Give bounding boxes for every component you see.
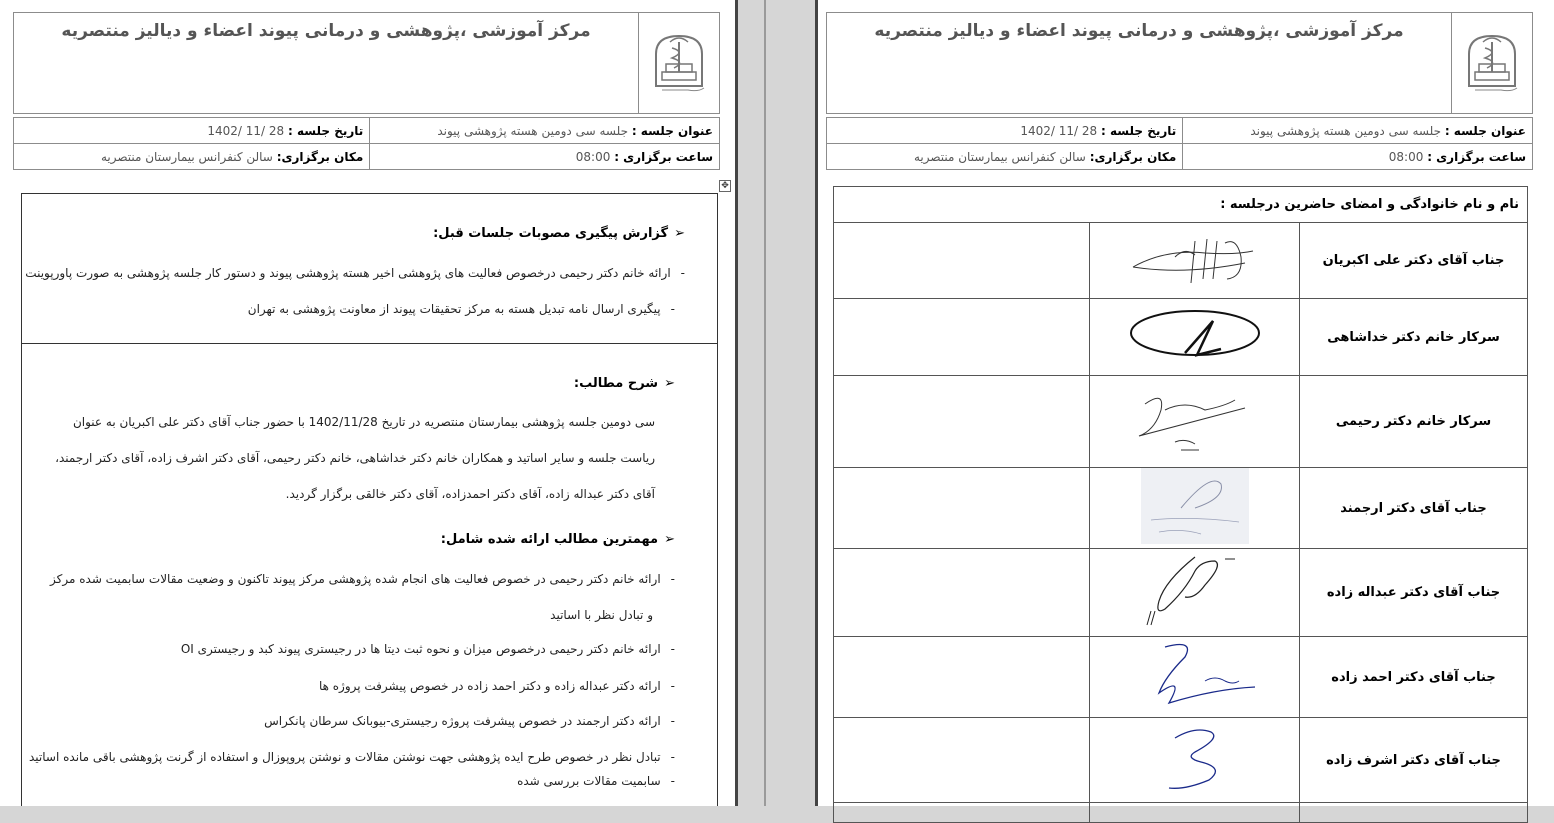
signature-icon xyxy=(1125,380,1265,460)
header-table xyxy=(13,12,720,170)
empty-cell xyxy=(834,718,1090,803)
empty-cell xyxy=(834,223,1090,299)
attendee-row xyxy=(834,299,1528,376)
main-item: -ارائه دکتر ارجمند در خصوص پیشرفت پروژه رجیستری-بیوبانک سرطان پانکراس xyxy=(264,714,675,728)
empty-cell xyxy=(834,376,1090,468)
followup-item: -ارائه خانم دکتر رحیمی درخصوص فعالیت های پژوهشی اخیر هسته پژوهشی پیوند و دستور کار جلسه پژوهشی به صورت پاورپوینت xyxy=(25,266,685,280)
signature-cell xyxy=(1090,637,1300,718)
place-label: مکان برگزاری: xyxy=(276,149,364,164)
description-line: آقای دکتر عبداله زاده، آقای دکتر احمدزاده، آقای دکتر خالقی برگزار گردید. xyxy=(285,487,655,501)
main-item-continuation: و تبادل نظر با اساتید xyxy=(550,608,653,622)
attendee-name: سرکار خانم دکتر خداشاهی xyxy=(1300,299,1528,376)
meeting-title-cell xyxy=(370,118,720,144)
logo-cell xyxy=(639,13,720,114)
empty-cell xyxy=(834,549,1090,637)
date-cell xyxy=(14,118,370,144)
meeting-title-label: عنوان جلسه : xyxy=(1444,123,1526,138)
university-logo-icon xyxy=(648,28,710,94)
attendee-row xyxy=(834,718,1528,803)
attendee-row xyxy=(834,549,1528,637)
place-label: مکان برگزاری: xyxy=(1089,149,1177,164)
place-cell xyxy=(827,144,1183,170)
time-cell xyxy=(1183,144,1533,170)
attendee-name: جناب آقای دکتر علی اکبریان xyxy=(1300,223,1528,299)
arrow-bullet-icon: ➢ xyxy=(664,376,675,391)
attendee-row xyxy=(834,376,1528,468)
attendee-name: جناب آقای دکتر عبداله زاده xyxy=(1300,549,1528,637)
signature-icon xyxy=(1125,637,1265,713)
time-value: 08:00 xyxy=(1388,149,1424,164)
time-value: 08:00 xyxy=(575,149,611,164)
attendee-name: سرکار خانم دکتر رحیمی xyxy=(1300,376,1528,468)
signature-icon xyxy=(1125,718,1265,798)
header-title: مرکز آموزشی ،پژوهشی و درمانی پیوند اعضاء و دیالیز منتصریه xyxy=(61,21,591,41)
followup-heading: ➢گزارش پیگیری مصوبات جلسات قبل: xyxy=(433,226,685,241)
followup-item: -پیگیری ارسال نامه تبدیل هسته به مرکز تحقیقات پیوند از معاونت پژوهشی به تهران xyxy=(247,302,675,316)
signature-cell xyxy=(1090,718,1300,803)
date-value: 1402/ 11/ 28 xyxy=(207,123,285,138)
attendees-table xyxy=(833,186,1528,823)
header-table xyxy=(826,12,1533,170)
main-item: -ارائه خانم دکتر رحیمی در خصوص فعالیت های انجام شده پژوهشی مرکز پیوند تاکنون و وضعیت مقالات سابمیت شده مرکز xyxy=(50,572,675,586)
meeting-title-value: جلسه سی دومین هسته پژوهشی پیوند xyxy=(1250,123,1441,138)
attendee-name: جناب آقای دکتر ارجمند xyxy=(1300,468,1528,549)
page-gap-divider xyxy=(764,0,766,806)
date-label: تاریخ جلسه : xyxy=(1101,123,1177,138)
logo-cell xyxy=(1452,13,1533,114)
university-logo-icon xyxy=(1461,28,1523,94)
signature-icon xyxy=(1125,227,1265,291)
meeting-title-cell xyxy=(1183,118,1533,144)
meeting-title-label: عنوان جلسه : xyxy=(631,123,713,138)
header-title-cell xyxy=(827,13,1452,114)
signature-cell xyxy=(1090,376,1300,468)
empty-cell xyxy=(834,637,1090,718)
header-title-cell xyxy=(14,13,639,114)
main-items-heading: ➢مهمترین مطالب ارائه شده شامل: xyxy=(440,532,675,547)
signature-cell xyxy=(1090,223,1300,299)
attendee-row xyxy=(834,637,1528,718)
attendee-name: جناب آقای دکتر احمد زاده xyxy=(1300,637,1528,718)
description-line: سی دومین جلسه پژوهشی بیمارستان منتصریه در تاریخ 1402/11/28 با حضور جناب آقای دکتر علی اکبریان به عنوان xyxy=(72,415,655,429)
place-value: سالن کنفرانس بیمارستان منتصریه xyxy=(913,149,1086,164)
arrow-bullet-icon: ➢ xyxy=(674,226,685,241)
description-line: ریاست جلسه و سایر اساتید و همکاران خانم دکتر خداشاهی، خانم دکتر رحیمی، آقای دکتر اشرف زاده، آقای دکتر ارجمند، xyxy=(55,451,655,465)
main-item: -ارائه دکتر عبداله زاده و دکتر احمد زاده در خصوص پیشرفت پروژه ها xyxy=(318,679,675,693)
signature-icon xyxy=(1125,551,1265,631)
table-move-handle-icon[interactable]: ✥ xyxy=(719,180,731,192)
description-heading: ➢شرح مطالب: xyxy=(573,376,675,391)
attendee-row xyxy=(834,223,1528,299)
empty-cell xyxy=(834,299,1090,376)
signature-icon xyxy=(1125,303,1265,367)
document-page-left xyxy=(0,0,738,806)
section-divider xyxy=(22,343,717,344)
header-title: مرکز آموزشی ،پژوهشی و درمانی پیوند اعضاء و دیالیز منتصریه xyxy=(874,21,1404,41)
attendees-heading: نام و نام خانوادگی و امضای حاضرین درجلسه : xyxy=(834,187,1528,223)
arrow-bullet-icon: ➢ xyxy=(664,532,675,547)
date-cell xyxy=(827,118,1183,144)
signature-photo-icon xyxy=(1141,468,1249,544)
date-label: تاریخ جلسه : xyxy=(288,123,364,138)
main-item: -ارائه خانم دکتر رحیمی درخصوص میزان و نحوه ثبت دیتا ها در رجیستری پیوند کبد و رجیستری OI xyxy=(180,642,675,656)
main-item: -سابمیت مقالات بررسی شده xyxy=(517,774,675,788)
empty-cell xyxy=(834,468,1090,549)
meeting-title-value: جلسه سی دومین هسته پژوهشی پیوند xyxy=(437,123,628,138)
attendee-row xyxy=(834,468,1528,549)
place-value: سالن کنفرانس بیمارستان منتصریه xyxy=(100,149,273,164)
signature-cell xyxy=(1090,468,1300,549)
time-label: ساعت برگزاری : xyxy=(614,149,713,164)
signature-cell xyxy=(1090,299,1300,376)
time-cell xyxy=(370,144,720,170)
signature-cell xyxy=(1090,549,1300,637)
attendee-name: جناب آقای دکتر اشرف زاده xyxy=(1300,718,1528,803)
main-item: -تبادل نظر در خصوص طرح ایده پژوهشی جهت نوشتن مقالات و نوشتن پروپوزال و استفاده از گرنت پژوهشی باقی مانده اساتید xyxy=(28,750,675,764)
time-label: ساعت برگزاری : xyxy=(1427,149,1526,164)
place-cell xyxy=(14,144,370,170)
date-value: 1402/ 11/ 28 xyxy=(1020,123,1098,138)
